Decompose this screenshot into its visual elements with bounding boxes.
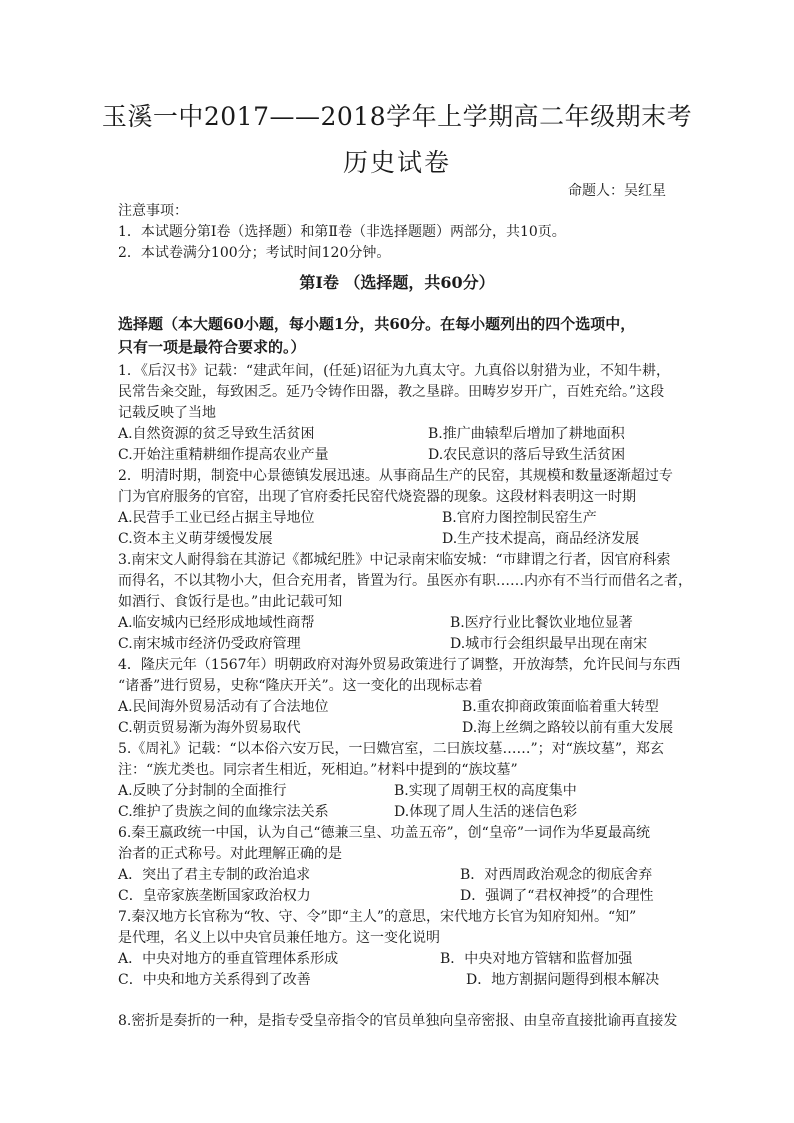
exam-subtitle: 历史试卷 (342, 148, 451, 177)
option-b: B.官府力图控制民窑生产 (442, 510, 597, 526)
option-b: B.实现了周朝王权的高度集中 (394, 783, 577, 799)
exam-title: 玉溪一中2017——2018学年上学期高二年级期末考 (101, 102, 693, 131)
question-6-stem: 6.秦王嬴政统一中国，认为自己“德兼三皇、功盖五帝”，创“皇帝”一词作为华夏最高统 (118, 825, 650, 841)
option-c: C.南宋城市经济仍受政府管理 (118, 636, 301, 652)
option-c: C.开始注重精耕细作提高农业产量 (118, 447, 329, 463)
question-5-stem: 注：“族尤类也。同宗者生相近，死相迫。”材料中提到的“族坟墓” (118, 762, 518, 778)
question-2-stem: 门为官府服务的官窑，出现了官府委托民窑代烧瓷器的现象。这段材料表明这一时期 (118, 489, 636, 505)
question-6-stem: 治者的正式称号。对此理解正确的是 (118, 846, 342, 862)
question-4-stem: 4．隆庆元年（1567年）明朝政府对海外贸易政策进行了调整，开放海禁，允许民间与东西 (118, 657, 681, 673)
option-a: A.民间海外贸易活动有了合法地位 (118, 699, 329, 715)
option-a: A.反映了分封制的全面推行 (118, 783, 287, 799)
option-d: D.生产技术提高，商品经济发展 (442, 531, 640, 547)
question-3-stem: 如酒行、食饭行是也。”由此记载可知 (118, 594, 343, 610)
option-d: D.体现了周人生活的迷信色彩 (394, 804, 578, 820)
option-b: B.医疗行业比餐饮业地位显著 (450, 615, 633, 631)
option-a: A．突出了君主专制的政治追求 (118, 867, 311, 883)
question-7-stem: 7.秦汉地方长官称为“牧、守、令”即“主人”的意思，宋代地方长官为知府知州。“知” (118, 909, 637, 925)
option-a: A．中央对地方的垂直管理体系形成 (118, 951, 339, 967)
option-c: C．皇帝家族垄断国家政治权力 (118, 888, 311, 904)
question-3-stem: 而得名，不以其物小大，但合充用者，皆置为行。虽医亦有职……内亦有不当行而借名之者， (118, 573, 692, 589)
option-c: C.资本主义萌芽缓慢发展 (118, 531, 273, 547)
option-b: B．对西周政治观念的彻底舍弃 (460, 867, 653, 883)
option-d: D．强调了“君权神授”的合理性 (460, 888, 654, 904)
option-a: A.民营手工业已经占据主导地位 (118, 510, 315, 526)
option-b: B.重农抑商政策面临着重大转型 (462, 699, 659, 715)
question-1-stem: 民常告籴交趾，每致困乏。延乃令铸作田器，教之垦辟。田畴岁岁开广，百姓充给。”这段 (118, 384, 665, 400)
option-b: B．中央对地方管辖和监督加强 (440, 951, 633, 967)
option-a: A.自然资源的贫乏导致生活贫困 (118, 426, 315, 442)
question-4-stem: “诸番”进行贸易，史称“隆庆开关”。这一变化的出现标志着 (118, 678, 483, 694)
question-1-stem: 记载反映了当地 (118, 405, 216, 421)
option-d: D．地方割据问题得到根本解决 (466, 972, 660, 988)
notice-item: 1．本试题分第Ⅰ卷（选择题）和第Ⅱ卷（非选择题题）两部分，共10页。 (118, 224, 566, 240)
option-b: B.推广曲辕犁后增加了耕地面积 (428, 426, 625, 442)
option-d: D.农民意识的落后导致生活贫困 (428, 447, 626, 463)
option-d: D.城市行会组织最早出现在南宋 (450, 636, 648, 652)
option-d: D.海上丝绸之路较以前有重大发展 (462, 720, 674, 736)
question-3-stem: 3.南宋文人耐得翁在其游记《都城纪胜》中记录南宋临安城：“市肆谓之行者，因官府科索 (118, 552, 671, 568)
question-5-stem: 5.《周礼》记载：“以本俗六安万民，一曰媺宫室，二曰族坟墓……”；对“族坟墓”，郑玄 (118, 741, 664, 757)
question-1-stem: 1．《后汉书》记载：“建武年间，(任延)诏征为九真太守。九真俗以射猎为业，不知牛耕， (118, 363, 670, 379)
option-a: A.临安城内已经形成地域性商帮 (118, 615, 315, 631)
author-line: 命题人：吴红星 (568, 183, 666, 199)
question-8-stem: 8.密折是奏折的一种，是指专受皇帝指令的官员单独向皇帝密报、由皇帝直接批谕再直接发 (118, 1013, 678, 1029)
option-c: C.朝贡贸易渐为海外贸易取代 (118, 720, 301, 736)
notice-item: 2．本试卷满分100分；考试时间120分钟。 (118, 245, 391, 261)
question-2-stem: 2．明清时期，制瓷中心景德镇发展迅速。从事商品生产的民窑，其规模和数量逐渐超过专 (118, 468, 673, 484)
question-7-stem: 是代理，名义上以中央官员兼任地方。这一变化说明 (118, 930, 440, 946)
instruction-line: 选择题（本大题60小题，每小题1分，共60分。在每小题列出的四个选项中， (118, 315, 636, 333)
section-title: 第Ⅰ卷 （选择题，共60分） (299, 273, 495, 292)
notice-heading: 注意事项： (118, 203, 188, 219)
option-c: C．中央和地方关系得到了改善 (118, 972, 311, 988)
option-c: C.维护了贵族之间的血缘宗法关系 (118, 804, 329, 820)
instruction-line: 只有一项是最符合要求的。） (118, 338, 306, 356)
